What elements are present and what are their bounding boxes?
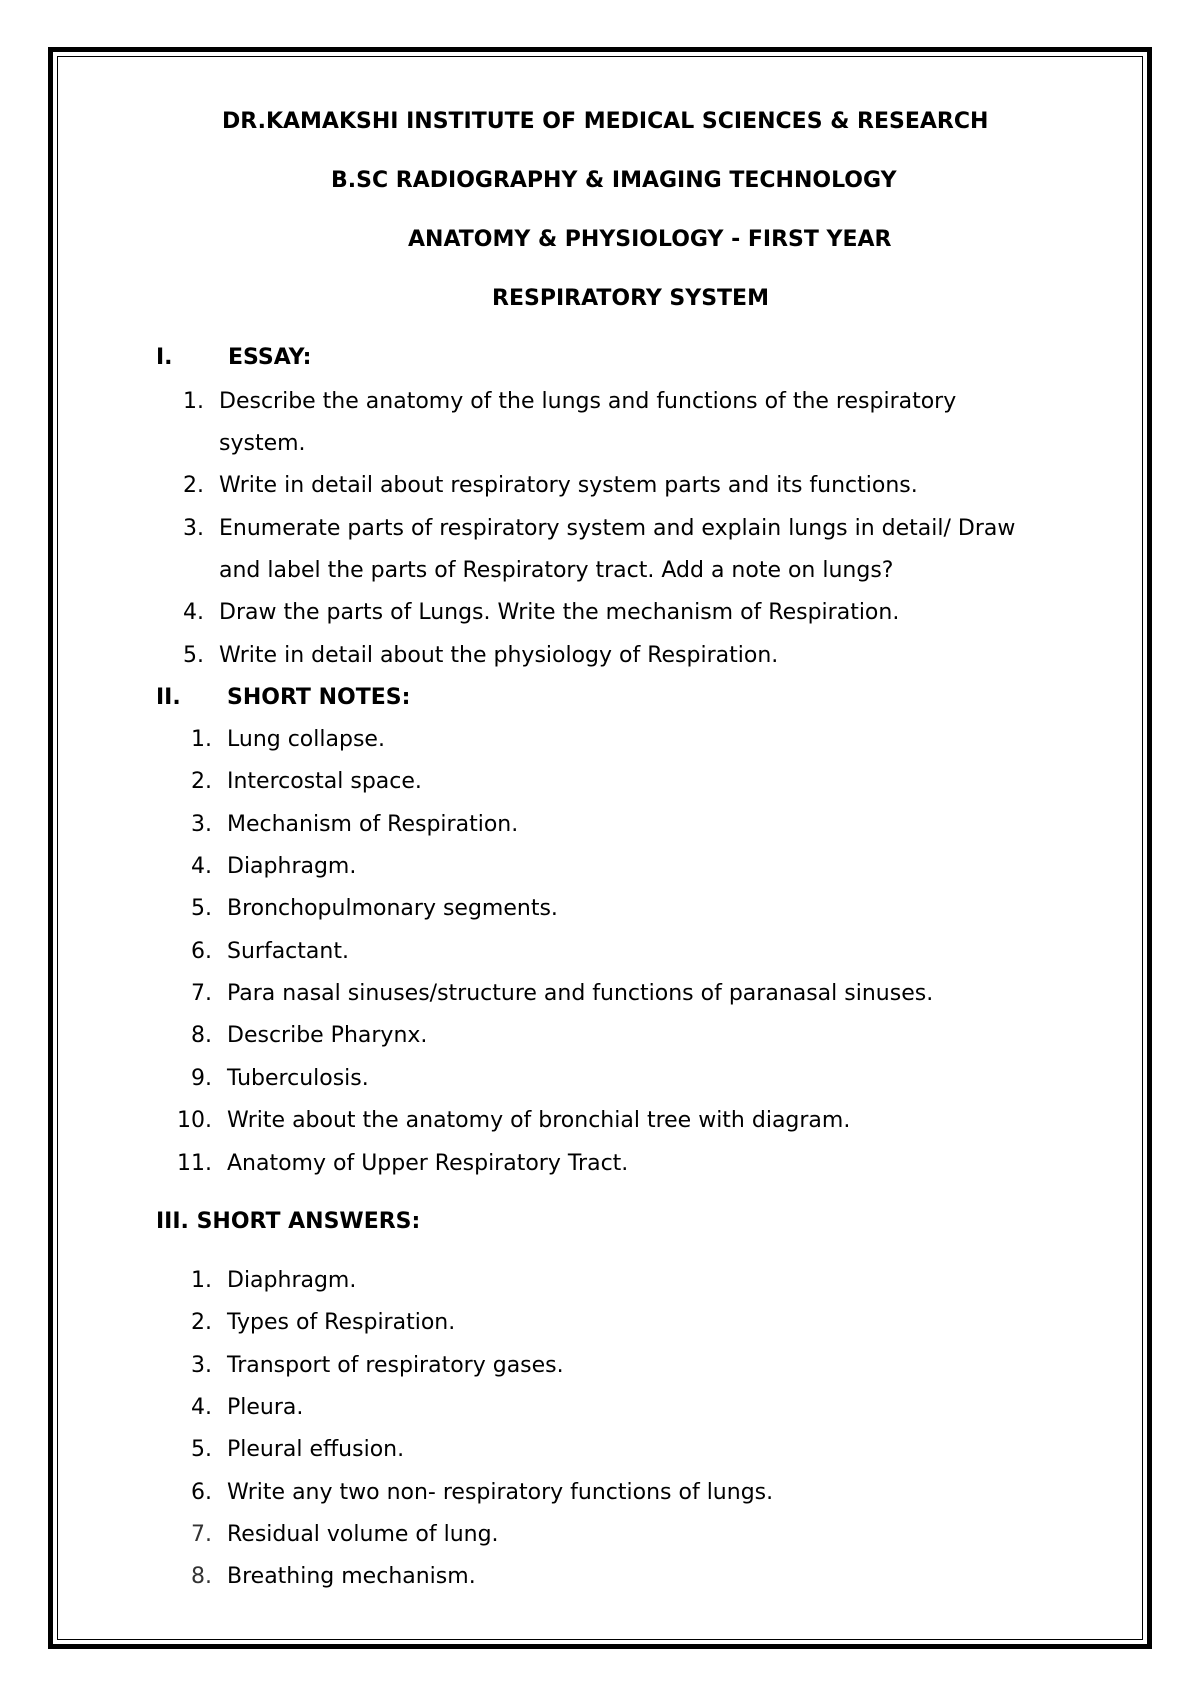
short-answer-number: 1. xyxy=(191,1268,212,1293)
short-note-number: 8. xyxy=(191,1023,212,1048)
short-note-text: Write about the anatomy of bronchial tree with diagram. xyxy=(227,1108,851,1133)
subject-title: ANATOMY & PHYSIOLOGY - FIRST YEAR xyxy=(408,227,892,252)
short-note-number: 11. xyxy=(177,1151,212,1176)
short-note-number: 7. xyxy=(191,981,212,1006)
short-note-text: Lung collapse. xyxy=(227,727,385,752)
essay-item-number: 3. xyxy=(183,516,204,541)
short-note-text: Intercostal space. xyxy=(227,769,422,794)
short-answer-text: Pleural effusion. xyxy=(227,1437,405,1462)
short-note-number: 6. xyxy=(191,939,212,964)
essay-item-number: 1. xyxy=(183,389,204,414)
short-note-number: 3. xyxy=(191,812,212,837)
short-note-text: Diaphragm. xyxy=(227,854,357,879)
short-note-text: Tuberculosis. xyxy=(227,1066,369,1091)
short-note-number: 4. xyxy=(191,854,212,879)
short-answer-number: 3. xyxy=(191,1353,212,1378)
short-answer-number: 6. xyxy=(191,1480,212,1505)
short-answer-number: 7. xyxy=(191,1522,212,1547)
short-note-text: Surfactant. xyxy=(227,939,349,964)
topic-title: RESPIRATORY SYSTEM xyxy=(492,286,769,311)
essay-item-text-continued: and label the parts of Respiratory tract. Add a note on lungs? xyxy=(219,558,894,583)
short-answer-text: Breathing mechanism. xyxy=(227,1564,476,1589)
short-answers-heading: III. SHORT ANSWERS: xyxy=(156,1209,421,1234)
short-answer-number: 4. xyxy=(191,1395,212,1420)
short-answer-text: Diaphragm. xyxy=(227,1268,357,1293)
institute-title: DR.KAMAKSHI INSTITUTE OF MEDICAL SCIENCES & RESEARCH xyxy=(222,109,989,134)
short-note-text: Para nasal sinuses/structure and functions of paranasal sinuses. xyxy=(227,981,934,1006)
short-answer-number: 8. xyxy=(191,1564,212,1589)
short-notes-numeral: II. xyxy=(156,685,181,710)
short-answer-text: Pleura. xyxy=(227,1395,304,1420)
short-answer-text: Types of Respiration. xyxy=(227,1310,456,1335)
essay-item-number: 4. xyxy=(183,600,204,625)
essay-heading: ESSAY: xyxy=(228,345,312,370)
essay-item-number: 5. xyxy=(183,643,204,668)
short-note-number: 2. xyxy=(191,769,212,794)
short-note-text: Mechanism of Respiration. xyxy=(227,812,519,837)
essay-item-text: Describe the anatomy of the lungs and functions of the respiratory xyxy=(219,389,957,414)
short-answer-text: Transport of respiratory gases. xyxy=(227,1353,564,1378)
essay-numeral: I. xyxy=(156,345,173,370)
essay-item-text: Enumerate parts of respiratory system and explain lungs in detail/ Draw xyxy=(219,516,1016,541)
essay-item-text-continued: system. xyxy=(219,431,306,456)
essay-item-number: 2. xyxy=(183,473,204,498)
short-answer-number: 2. xyxy=(191,1310,212,1335)
short-note-number: 5. xyxy=(191,896,212,921)
essay-item-text: Draw the parts of Lungs. Write the mechanism of Respiration. xyxy=(219,600,900,625)
short-note-number: 9. xyxy=(191,1066,212,1091)
short-note-number: 10. xyxy=(177,1108,212,1133)
short-note-text: Describe Pharynx. xyxy=(227,1023,428,1048)
short-notes-heading: SHORT NOTES: xyxy=(227,685,411,710)
short-answer-number: 5. xyxy=(191,1437,212,1462)
short-answer-text: Write any two non- respiratory functions of lungs. xyxy=(227,1480,774,1505)
course-title: B.SC RADIOGRAPHY & IMAGING TECHNOLOGY xyxy=(331,168,897,193)
short-note-text: Anatomy of Upper Respiratory Tract. xyxy=(227,1151,629,1176)
essay-item-text: Write in detail about the physiology of Respiration. xyxy=(219,643,779,668)
essay-item-text: Write in detail about respiratory system parts and its functions. xyxy=(219,473,918,498)
short-note-text: Bronchopulmonary segments. xyxy=(227,896,558,921)
short-answer-text: Residual volume of lung. xyxy=(227,1522,499,1547)
short-note-number: 1. xyxy=(191,727,212,752)
